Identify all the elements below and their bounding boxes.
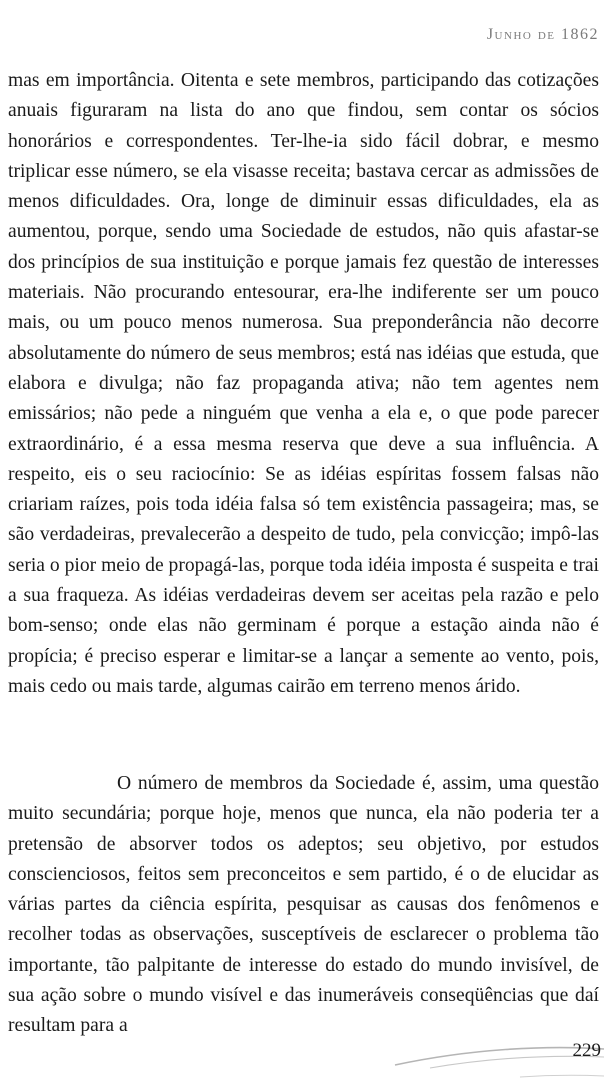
body-paragraph-1: mas em importância. Oitenta e sete membros, participando das cotizações anuais figuraram na lista do ano que findou, sem contar os sócios honorários e correspondentes. Ter-lhe-ia sido fácil dobrar, e mesmo triplicar esse número, se ela visasse receita; bastava cercar as admissões de menos dificuldades. Ora, longe de diminuir essas dificuldades, ela as aumentou, porque, sendo uma Sociedade de estudos, não quis afastar-se dos princípios de sua instituição e porque jamais fez questão de interesses materiais. Não procurando entesourar, era-lhe indiferente ser um pouco mais, ou um pouco menos numerosa. Sua preponderância não decorre absolutamente do número de seus membros; está nas idéias que estuda, que elabora e divulga; não faz propaganda ativa; não tem agentes nem emissários; não pede a ninguém que venha a ela e, o que pode parecer extraordinário, é a essa mesma reserva que deve a sua influência. A respeito, eis o seu raciocínio: Se as idéias espíritas fossem falsas não criariam raízes, pois toda idéia falsa só tem existência passageira; mas, se são verdadeiras, prevalecerão a despeito de tudo, pela convicção; impô-las seria o pior meio de propagá-las, porque toda idéia imposta é suspeita e trai a sua fraqueza. As idéias verdadeiras devem ser aceitas pela razão e pelo bom-senso; onde elas não germinam é porque a estação ainda não é propícia; é preciso esperar e limitar-se a lançar a semente ao vento, pois, mais cedo ou mais tarde, algumas cairão em terreno menos árido. xyxy=(8,70,599,697)
page-number: 229 xyxy=(572,1040,601,1061)
footer-swoosh-ornament xyxy=(0,1035,607,1082)
body-paragraph-2: O número de membros da Sociedade é, assim, uma questão muito secundária; porque hoje, menos que nunca, ela não poderia ter a pretensão de absorver todos os adeptos; seu objetivo, por estudos conscienciosos, feitos sem preconceitos e sem partido, é o de elucidar as várias partes da ciência espírita, pesquisar as causas dos fenômenos e recolher todas as observações, susceptíveis de esclarecer o problema tão importante, tão palpitante de interesse do estado do mundo invisível, de sua ação sobre o mundo visível e das inumeráveis conseqüências que daí resultam para a xyxy=(8,773,599,1037)
swoosh-stroke-base xyxy=(520,1075,604,1077)
running-header: Junho de 1862 xyxy=(486,26,599,43)
